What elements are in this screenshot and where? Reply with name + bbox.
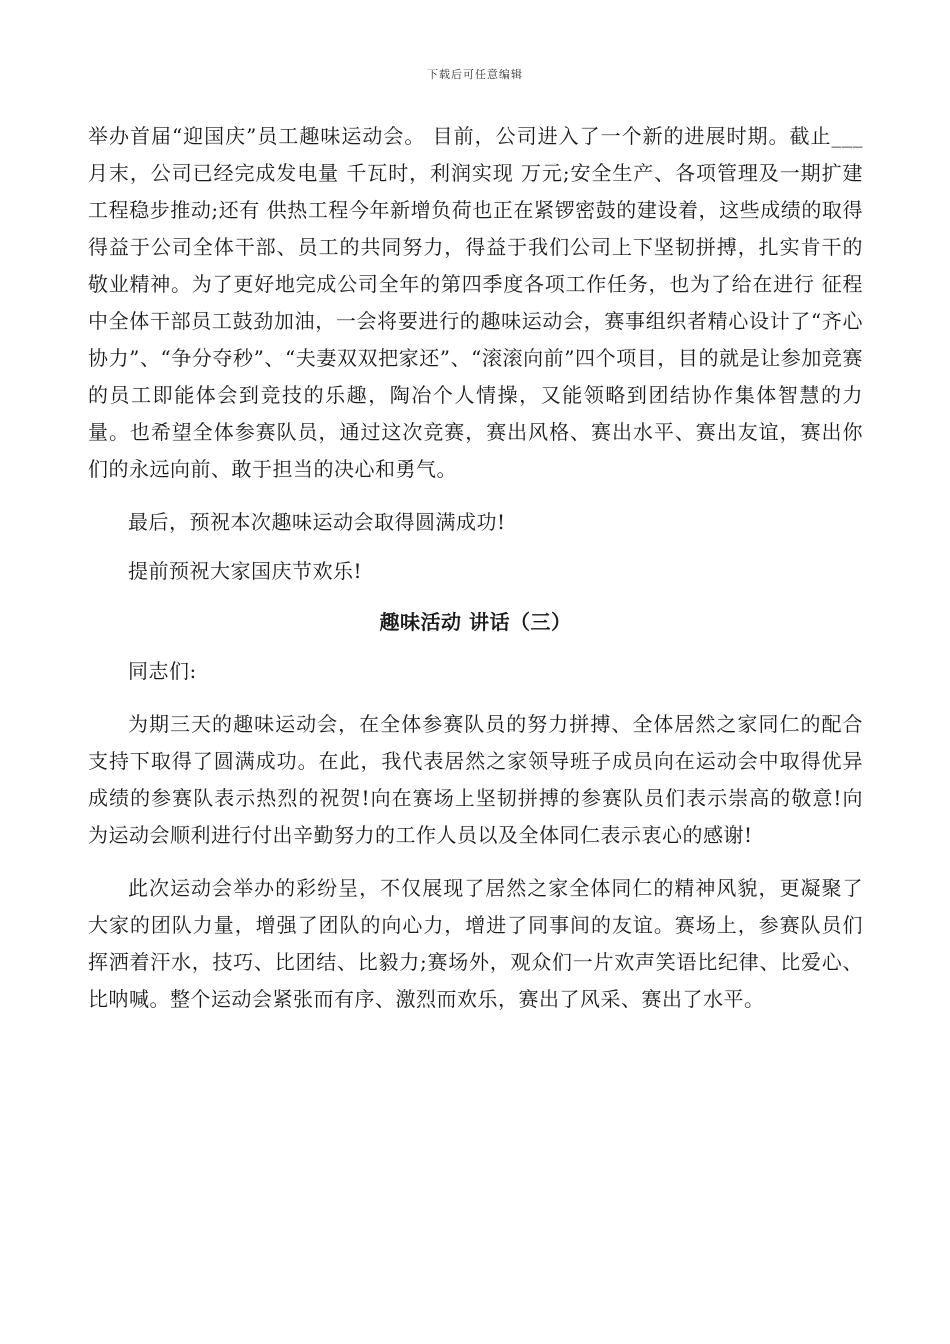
paragraph-event-review: 此次运动会举办的彩纷呈，不仅展现了居然之家全体同仁的精神风貌，更凝聚了大家的团队力量，增强了团队的向心力，增进了同事间的友谊。赛场上，参赛队员们挥洒着汗水，技巧、比团结、比毅力;赛场外，观众们一片欢声笑语比纪律、比爱心、比呐喊。整个运动会紧张而有序、激烈而欢乐，赛出了风采、赛出了水平。 [88, 876, 863, 1011]
paragraph-national-day-wish: 提前预祝大家国庆节欢乐! [128, 559, 363, 583]
paragraph-sports-meet-intro: 举办首届“迎国庆”员工趣味运动会。 目前，公司进入了一个新的进展时期。截止___月末，公司已经完成发电量 千瓦时，利润实现 万元;安全生产、各项管理及一期扩建工程稳步推动;还有 供热工程今年新增负荷也正在紧锣密鼓的建设着，这些成绩的取得得益于公司全体干部、员工的共同努力，得益于我们公司上下坚韧拼搏，扎实肯干的敬业精神。为了更好地完成公司全年的第四季度各项工作任务，也为了给在进行 征程中全体干部员工鼓劲加油，一会将要进行的趣味运动会，赛事组织者精心设计了“齐心协力”、“争分夺秒”、“夫妻双双把家还”、“滚滚向前”四个项目，目的就是让参加竞赛的员工即能体会到竞技的乐趣，陶冶个人情操，又能领略到团结协作集体智慧的力量。也希望全体参赛队员，通过这次竞赛，赛出风格、赛出水平、赛出友谊，赛出你们的永远向前、敢于担当的决心和勇气。 [88, 124, 863, 481]
paragraph-success-thanks: 为期三天的趣味运动会，在全体参赛队员的努力拼搏、全体居然之家同仁的配合支持下取得了圆满成功。在此，我代表居然之家领导班子成员向在运动会中取得优异成绩的参赛队表示热烈的祝贺!向在赛场上坚韧拼搏的参赛队员们表示崇高的敬意!向为运动会顺利进行付出辛勤努力的工作人员以及全体同仁表示衷心的感谢! [88, 712, 863, 847]
section-title: 趣味活动 讲话（三） [379, 610, 572, 634]
header-note: 下载后可任意编辑 [427, 68, 523, 81]
document-body [88, 118, 863, 1018]
paragraph-greeting: 同志们: [128, 659, 197, 683]
paragraph-closing-wish: 最后，预祝本次趣味运动会取得圆满成功! [128, 510, 506, 534]
